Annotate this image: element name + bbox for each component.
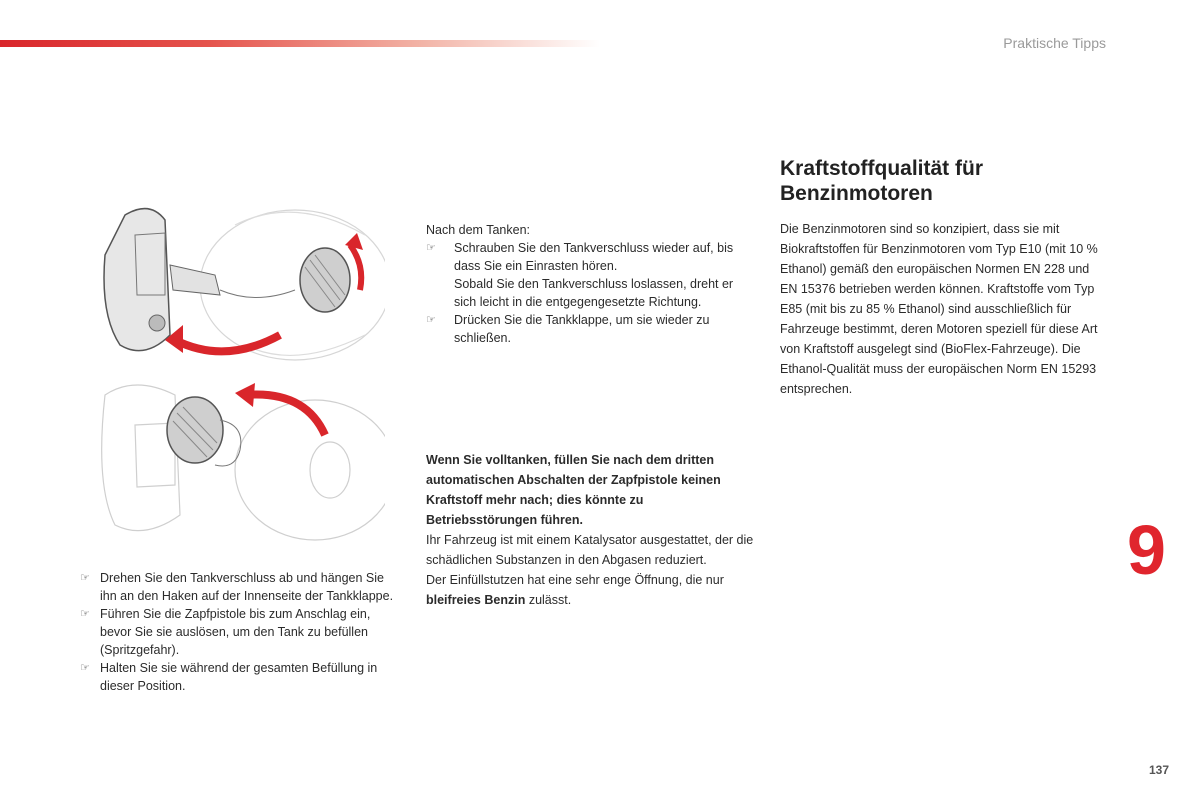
filler-neck-text: Der Einfüllstutzen hat eine sehr enge Öffnung, die nur bleifreies Benzin zulässt. (426, 573, 724, 607)
list-item (426, 239, 756, 311)
after-refuel-intro: Nach dem Tanken: (426, 223, 530, 237)
pointing-hand-icon: ☞ (426, 314, 436, 326)
bullet-text: Schrauben Sie den Tankverschluss wieder auf, bis dass Sie ein Einrasten hören. (454, 241, 734, 273)
bullet-text: Sobald Sie den Tankverschluss loslassen, dreht er sich leicht in die entgegengesetzte Richtung. (454, 277, 734, 309)
page-number: 137 (1148, 763, 1169, 777)
pointing-hand-icon: ☞ (426, 242, 436, 254)
bullet-text: Drehen Sie den Tankverschluss ab und hängen Sie ihn an den Haken auf der Innenseite der Tankklappe. (100, 571, 394, 603)
rotate-arrow-top (350, 245, 361, 290)
fuel-quality-text: Die Benzinmotoren sind so konzipiert, dass sie mit Biokraftstoffen für Benzinmotoren vom Typ E10 (mit 10 % Ethanol) gemäß den europäischen Normen EN 228 und EN 15376 betrieben werden können. Kraftstoffe vom Typ E85 (mit bis zu 85 % Ethanol) sind ausschließlich für Fahrzeuge bestimmt, deren Motoren speziell für diese Art von Kraftstoff ausgelegt sind (BioFlex-Fahrzeuge). Die Ethanol-Qualität muss der europäischen Norm EN 15293 entsprechen. (780, 222, 1098, 396)
list-item (80, 659, 400, 695)
list-item (426, 311, 756, 347)
fuel-cap-drawing (95, 195, 385, 555)
bullet-text: Drücken Sie die Tankklappe, um sie wieder zu schließen. (454, 313, 710, 345)
section-title: Praktische Tipps (1003, 35, 1106, 51)
bullet-text: Halten Sie sie während der gesamten Befüllung in dieser Position. (100, 661, 378, 693)
list-item (80, 605, 400, 659)
unleaded-fuel-label: bleifreies Benzin (426, 593, 526, 607)
list-item (80, 569, 400, 605)
pointing-hand-icon: ☞ (80, 572, 90, 584)
chapter-number: 9 (1127, 511, 1166, 589)
pointing-hand-icon: ☞ (80, 662, 90, 674)
flap-opened-drawing (200, 210, 385, 360)
fuel-cap-illustration (95, 195, 385, 555)
middle-column (426, 221, 756, 347)
warning-text: Wenn Sie volltanken, füllen Sie nach dem dritten automatischen Abschalten der Zapfpistole keinen Kraftstoff mehr nach; dies könnte zu Betriebsstörungen führen. (426, 453, 721, 527)
bullet-text: Führen Sie die Zapfpistole bis zum Anschlag ein, bevor Sie sie auslösen, um den Tank zu befüllen (Spritzgefahr). (100, 607, 371, 657)
left-column (80, 569, 400, 695)
section-heading: Kraftstoffqualität für Benzinmotoren (780, 157, 983, 205)
fuel-note-block (426, 450, 756, 610)
hung-cap-shape (167, 397, 223, 463)
header-accent-bar (0, 40, 600, 47)
cap-hung-drawing (102, 385, 385, 540)
catalyst-text: Ihr Fahrzeug ist mit einem Katalysator ausgestattet, der die schädlichen Substanzen in den Abgasen reduziert. (426, 533, 754, 567)
pointing-hand-icon: ☞ (80, 608, 90, 620)
